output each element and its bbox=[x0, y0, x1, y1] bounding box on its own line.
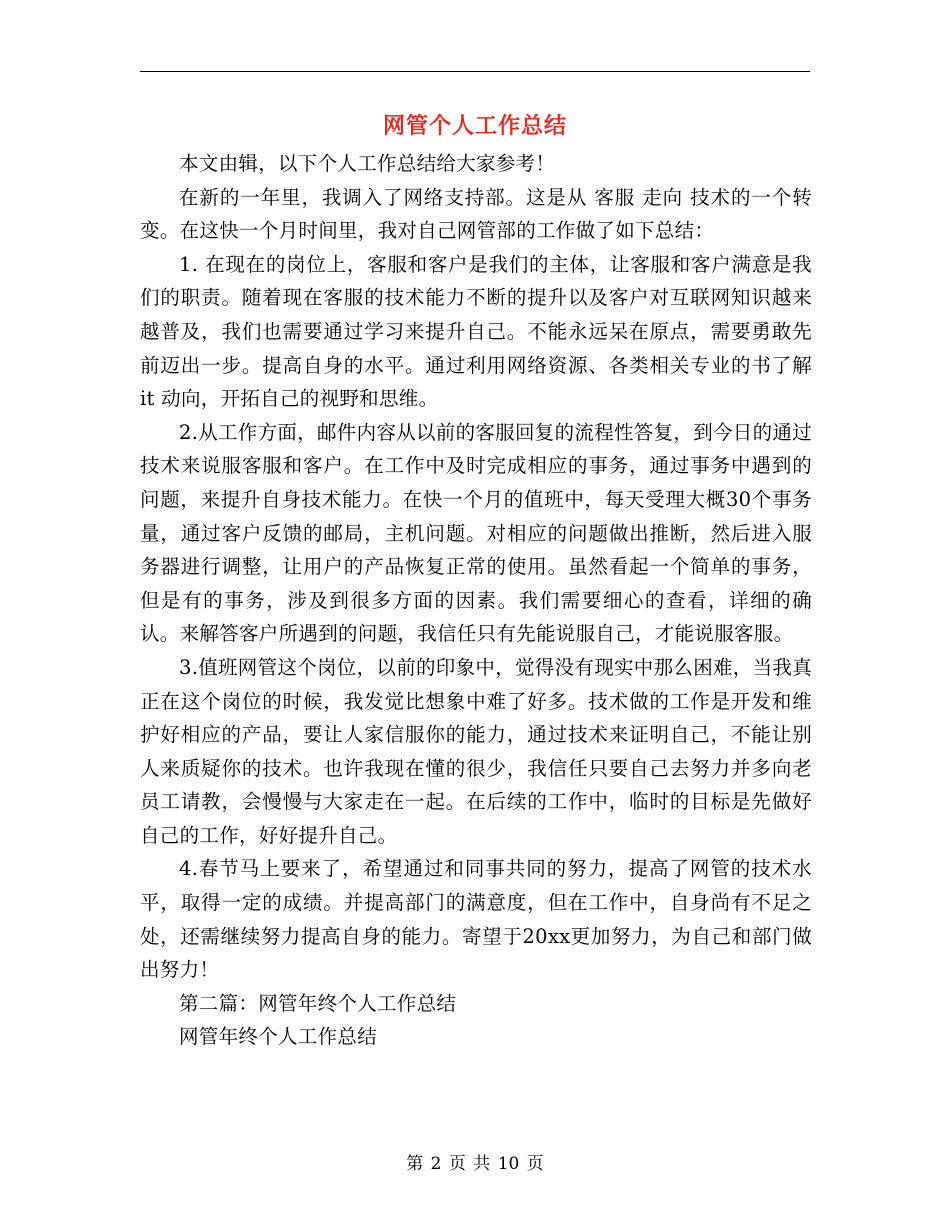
paragraph-point-4: 4.春节马上要来了，希望通过和同事共同的努力，提高了网管的技术水平，取得一定的成绩。并提高部门的满意度，但在工作中，自身尚有不足之处，还需继续努力提高自身的能力。寄望于20xx更加努力，为自己和部门做出努力！ bbox=[140, 857, 812, 982]
document-title: 网管个人工作总结 bbox=[382, 113, 567, 139]
section-heading-second-part: 第二篇：网管年终个人工作总结 bbox=[179, 991, 457, 1015]
paragraph-point-3: 3.值班网管这个岗位，以前的印象中，觉得没有现实中那么困难，当我真正在这个岗位的时候，我发觉比想象中难了好多。技术做的工作是开发和维护好相应的产品，要让人家信服你的能力，通过技术来证明自己，不能让别人来质疑你的技术。也许我现在懂的很少，我信任只要自己去努力并多向老员工请教，会慢慢与大家走在一起。在后续的工作中，临时的目标是先做好自己的工作，好好提升自己。 bbox=[140, 655, 813, 847]
paragraph-point-2: 2.从工作方面，邮件内容从以前的客服回复的流程性答复，到今日的通过技术来说服客服和客户。在工作中及时完成相应的事务，通过事务中遇到的问题，来提升自身技术能力。在快一个月的值班中，每天受理大概30个事务量，通过客户反馈的邮局，主机问题。对相应的问题做出推断，然后进入服务器进行调整，让用户的产品恢复正常的使用。虽然看起一个简单的事务，但是有的事务，涉及到很多方面的因素。我们需要细心的查看，详细的确认。来解答客户所遇到的问题，我信任只有先能说服自己，才能说服客服。 bbox=[140, 420, 813, 646]
paragraph-point-1: 1. 在现在的岗位上，客服和客户是我们的主体，让客服和客户满意是我们的职责。随着现在客服的技术能力不断的提升以及客户对互联网知识越来越普及，我们也需要通过学习来提升自己。不能永远呆在原点，需要勇敢先前迈出一步。提高自身的水平。通过利用网络资源、各类相关专业的书了解 it 动向，开拓自己的视野和思维。 bbox=[140, 252, 812, 411]
paragraph-intro: 本文由辑，以下个人工作总结给大家参考！ bbox=[179, 152, 556, 175]
paragraph-opening: 在新的一年里，我调入了网络支持部。这是从 客服 走向 技术的一个转变。在这快一个月时间里，我对自己网管部的工作做了如下总结： bbox=[140, 185, 812, 243]
page-number-footer: 第 2 页 共 10 页 bbox=[406, 1154, 544, 1174]
header-rule bbox=[140, 71, 810, 72]
section-subtitle: 网管年终个人工作总结 bbox=[179, 1025, 378, 1049]
document-body bbox=[140, 147, 812, 1054]
